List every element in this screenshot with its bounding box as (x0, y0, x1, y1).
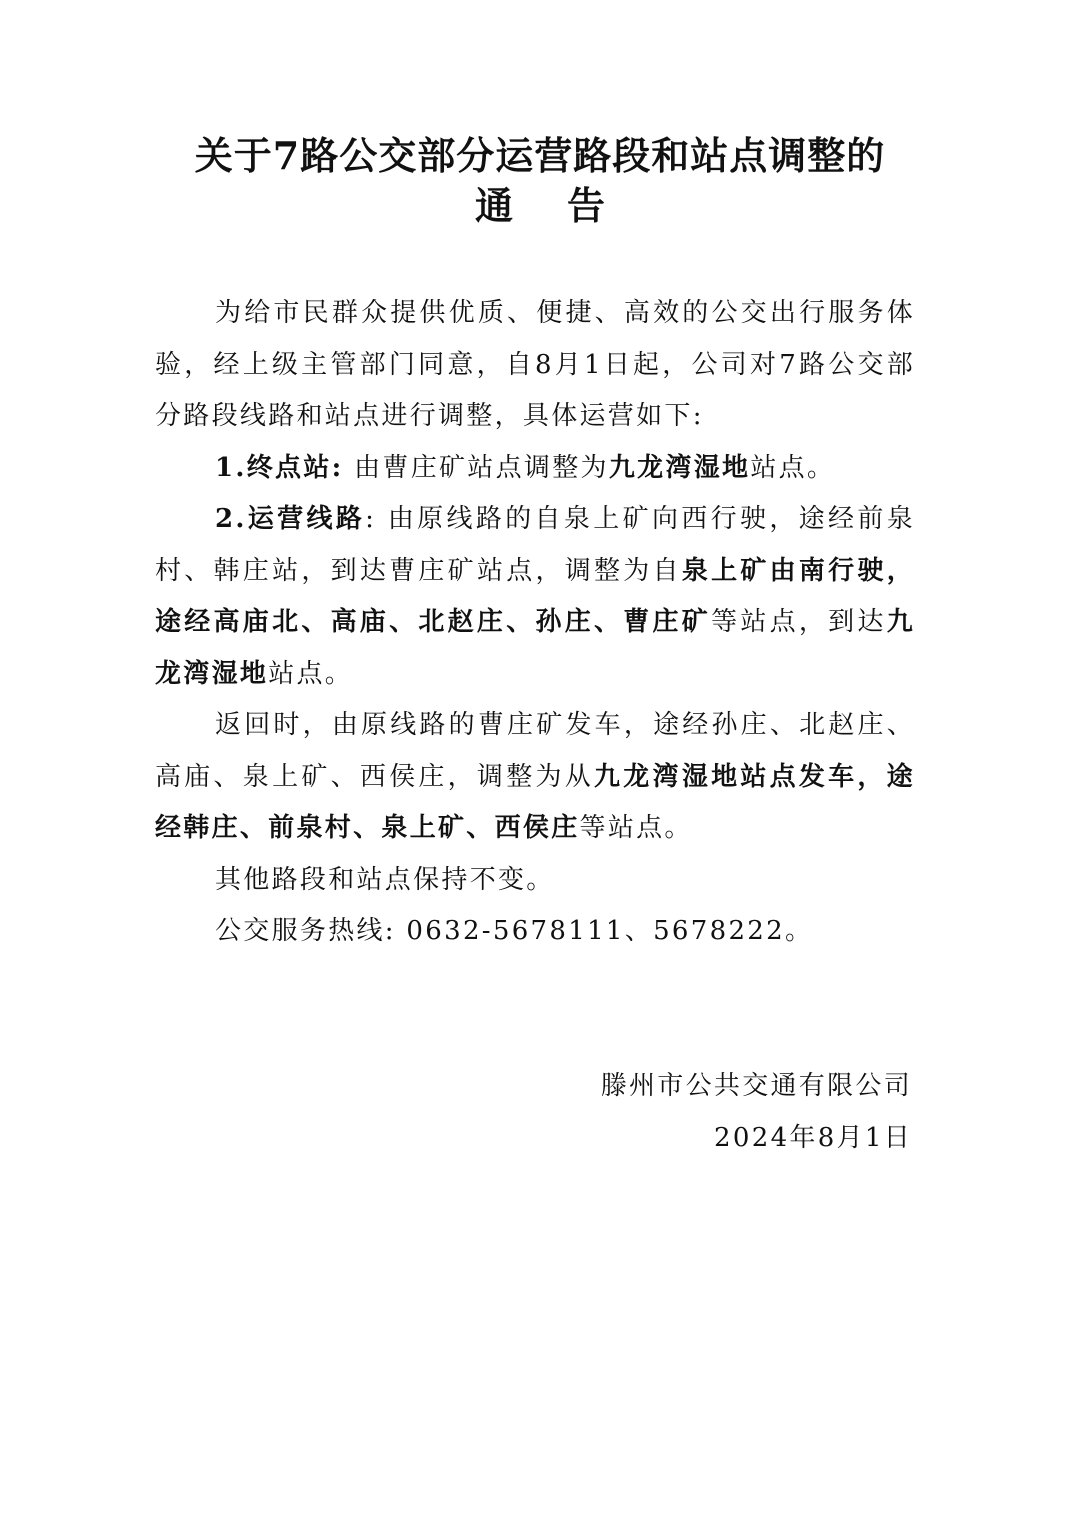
route-text-a: : 由原线路的自泉上矿向西行驶，途经前泉村、韩庄站，到达曹庄矿站点，调整为自 (155, 504, 915, 586)
notice-title-char2: 告 (567, 183, 606, 228)
hotline-paragraph (155, 906, 915, 958)
route-label: 2.运营线路 (215, 504, 366, 534)
notice-title-line1: 关于7路公交部分运营路段和站点调整的 (194, 133, 886, 178)
notice-title-line2 (0, 182, 1080, 230)
terminal-label: 1.终点站: (215, 452, 344, 483)
route-text-c: 站点。 (268, 658, 354, 689)
notice-title (0, 132, 1080, 180)
notice-title-char1: 通 (474, 183, 513, 228)
unchanged-paragraph (155, 855, 915, 907)
intro-text: 为给市民群众提供优质、便捷、高效的公交出行服务体验，经上级主管部门同意，自8月1日起，公司对7路公交部分路段线路和站点进行调整，具体运营如下: (155, 298, 915, 431)
return-bold: 九龙湾湿地站点发车，途经韩庄、前泉村、泉上矿、西侯庄 (155, 761, 915, 843)
issue-date: 2024年8月1日 (714, 1123, 912, 1153)
unchanged-text: 其他路段和站点保持不变。 (215, 864, 555, 895)
terminal-text-b: 站点。 (750, 452, 836, 483)
return-text-b: 等站点。 (579, 813, 693, 843)
hotline-text: 公交服务热线: 0632-5678111、5678222。 (215, 916, 814, 946)
intro-paragraph (155, 288, 915, 443)
terminal-text-a: 由曹庄矿站点调整为 (343, 452, 609, 483)
signature-block (601, 1060, 912, 1164)
notice-body (155, 288, 915, 958)
terminal-paragraph (155, 443, 915, 495)
return-paragraph (155, 700, 915, 855)
route-bold-b: 九龙湾湿地 (155, 607, 915, 689)
route-paragraph (155, 494, 915, 700)
return-text-a: 返回时，由原线路的曹庄矿发车，途经孙庄、北赵庄、高庙、泉上矿、西侯庄，调整为从 (155, 710, 915, 792)
route-bold-a: 泉上矿由南行驶，途经高庙北、高庙、北赵庄、孙庄、曹庄矿 (155, 555, 916, 637)
terminal-bold: 九龙湾湿地 (608, 452, 751, 483)
company-name: 滕州市公共交通有限公司 (600, 1071, 912, 1101)
route-text-b: 等站点，到达 (711, 607, 887, 637)
